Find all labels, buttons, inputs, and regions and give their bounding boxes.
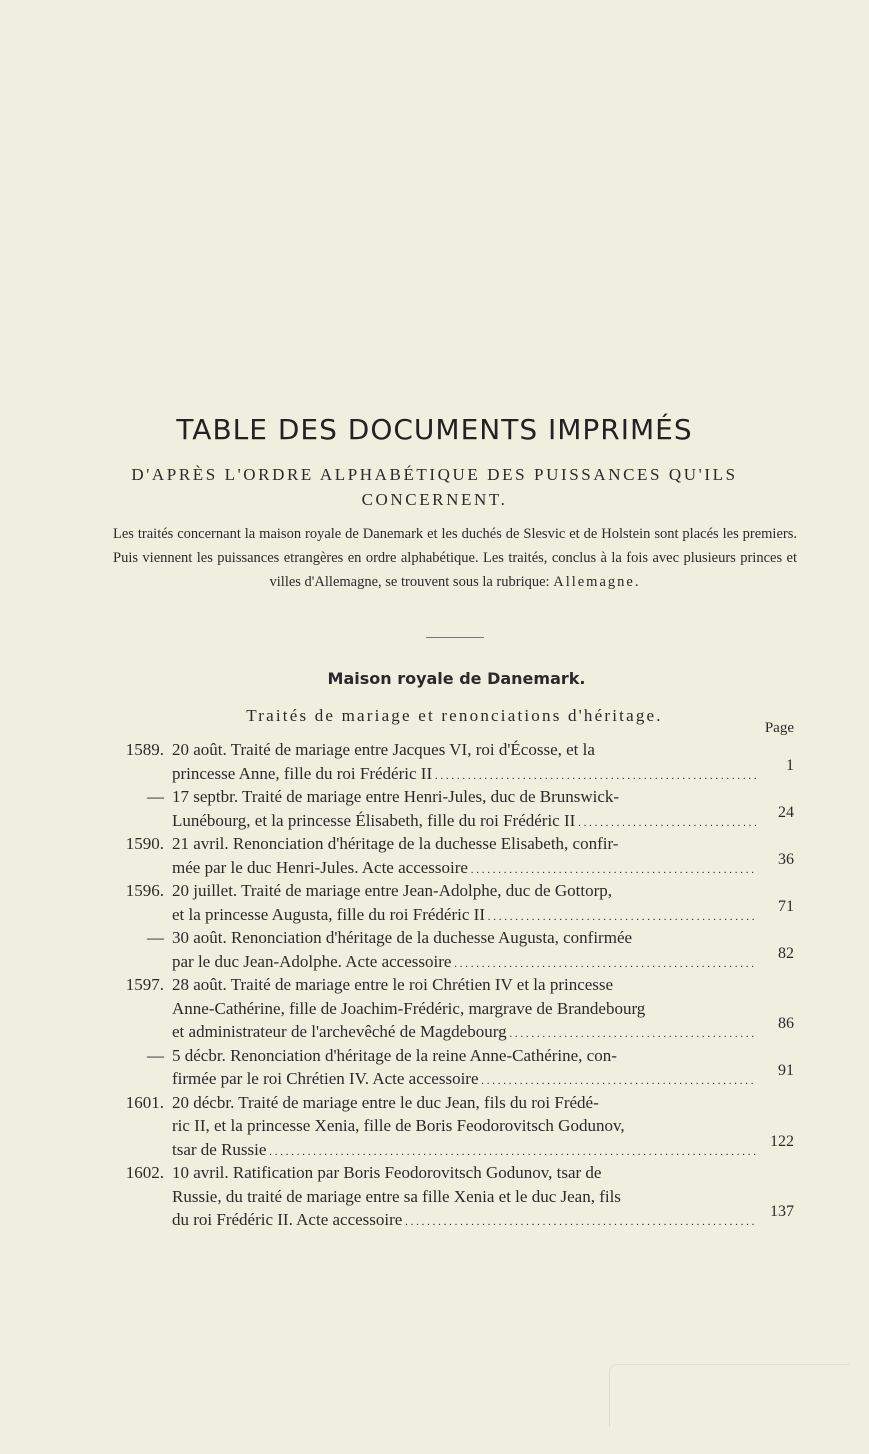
entry-text <box>172 973 756 1047</box>
intro-paragraph <box>113 522 797 594</box>
entry-text <box>172 926 756 976</box>
entry-text <box>172 738 756 788</box>
subtitle <box>80 462 789 512</box>
entry-line: 5 décbr. Renonciation d'héritage de la reine Anne-Cathérine, con- <box>172 1045 617 1065</box>
entry-page-number: 91 <box>778 1062 794 1079</box>
entry-page-number: 71 <box>778 897 794 915</box>
entry-line: Russie, du traité de mariage entre sa fille Xenia et le duc Jean, fils <box>172 1186 621 1206</box>
entry-line: 30 août. Renonciation d'héritage de la duchesse Augusta, confirmée <box>172 928 633 947</box>
entry-year: 1589. <box>125 740 164 759</box>
entry-last-line: tsar de Russie . . . <box>172 1138 756 1165</box>
divider <box>426 637 484 638</box>
entry-page-number: 82 <box>778 944 794 962</box>
subtitle-line-2: CONCERNENT. <box>361 490 508 509</box>
entry-last-line: firmée par le roi Chrétien IV. Acte accessoire . . . <box>172 1067 756 1094</box>
entry-line: 21 avril. Renonciation d'héritage de la duchesse Elisabeth, confir- <box>172 834 619 853</box>
intro-text: Les traités concernant la maison royale de Danemark et les duchés de Slesvic et de Holstein sont placés les premiers. Puis viennent les puissances etrangères en ordre alphabétique. Les traités, conclus à la fois avec plusieurs princes et villes d'Allemagne, se trouvent sous la rubrique: <box>113 526 797 590</box>
entry-line: 28 août. Traité de mariage entre le roi Chrétien IV et la princesse <box>172 975 614 994</box>
entry-last-line: par le duc Jean-Adolphe. Acte accessoire . . . <box>172 950 756 977</box>
subtitle-line-1: D'APRÈS L'ORDRE ALPHABÉTIQUE DES PUISSANCES QU'ILS <box>131 465 738 484</box>
entry-line: 17 septbr. Traité de mariage entre Henri-Jules, duc de Brunswick- <box>172 787 620 806</box>
entry-year: 1590. <box>125 834 164 853</box>
entry-line: 10 avril. Ratification par Boris Feodorovitsch Godunov, tsar de <box>172 1163 602 1182</box>
entry-page-number: 24 <box>778 803 794 821</box>
entry-page-number: 86 <box>778 1015 794 1032</box>
entry-year: 1602. <box>125 1163 164 1182</box>
entry-text <box>172 1091 756 1165</box>
entry-text <box>172 1044 756 1094</box>
corner-mark <box>609 1364 850 1427</box>
entry-last-line: Lunébourg, et la princesse Élisabeth, fille du roi Frédéric II . . . <box>172 809 756 836</box>
entry-page-number: 1 <box>786 756 794 774</box>
entry-line: ric II, et la princesse Xenia, fille de Boris Feodorovitsch Godunov, <box>172 1116 625 1135</box>
entry-year: — <box>147 787 164 806</box>
entry-line: 20 décbr. Traité de mariage entre le duc Jean, fils du roi Frédé- <box>172 1092 599 1112</box>
intro-rubrique: Allemagne. <box>553 574 641 590</box>
entry-year: — <box>147 1045 164 1065</box>
entry-last-line: mée par le duc Henri-Jules. Acte accessoire . . . <box>172 856 756 883</box>
entry-text <box>172 1161 756 1235</box>
entry-last-line: du roi Frédéric II. Acte accessoire . . . <box>172 1208 756 1235</box>
group-title: Traités de mariage et renonciations d'héritage. <box>246 706 663 725</box>
entry-text <box>172 785 756 835</box>
entry-page-number: 122 <box>770 1132 794 1150</box>
entry-last-line: et administrateur de l'archevêché de Magdebourg . . . <box>172 1020 756 1047</box>
entry-page-number: 137 <box>770 1203 794 1220</box>
entry-year: 1596. <box>125 881 164 900</box>
entry-line: 20 août. Traité de mariage entre Jacques VI, roi d'Écosse, et la <box>172 740 595 759</box>
page-title: TABLE DES DOCUMENTS IMPRIMÉS <box>176 413 693 446</box>
entry-text <box>172 879 756 929</box>
entry-year: 1597. <box>125 975 164 994</box>
entry-line: 20 juillet. Traité de mariage entre Jean-Adolphe, duc de Gottorp, <box>172 881 612 900</box>
entry-year: — <box>147 928 164 947</box>
section-title: Maison royale de Danemark. <box>327 669 586 688</box>
entry-last-line: et la princesse Augusta, fille du roi Frédéric II . . . <box>172 903 756 930</box>
entry-text <box>172 832 756 882</box>
entry-page-number: 36 <box>778 850 794 868</box>
entry-year: 1601. <box>125 1092 164 1112</box>
entry-line: Anne-Cathérine, fille de Joachim-Frédéric, margrave de Brandebourg <box>172 998 646 1018</box>
page-column-header: Page <box>764 720 794 736</box>
entry-last-line: princesse Anne, fille du roi Frédéric II . . . <box>172 762 756 789</box>
